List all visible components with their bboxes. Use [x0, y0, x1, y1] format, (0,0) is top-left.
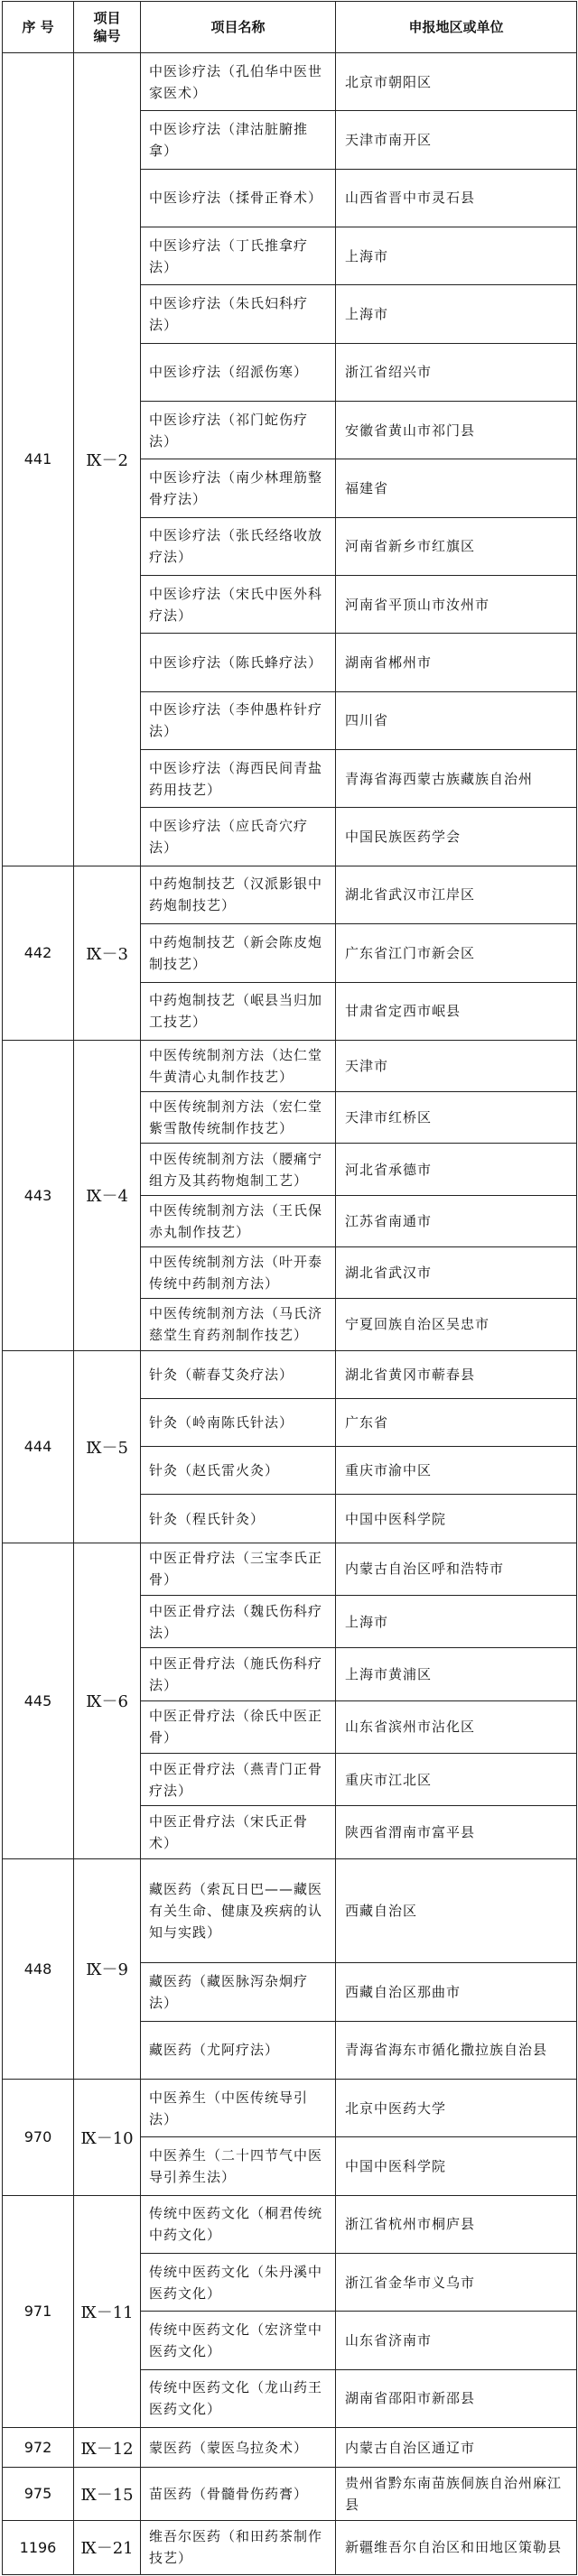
region-cell: 北京中医药大学: [336, 2079, 577, 2136]
project-name-cell: 中医正骨疗法（徐氏中医正骨）: [141, 1700, 336, 1753]
project-name-cell: 中医传统制剂方法（叶开泰传统中药制剂方法）: [141, 1247, 336, 1299]
region-cell: 山西省晋中市灵石县: [336, 169, 577, 227]
region-cell: 浙江省金华市义乌市: [336, 2253, 577, 2311]
region-cell: 天津市: [336, 1040, 577, 1091]
table-row: [3, 2427, 577, 2467]
project-name-cell: 中药炮制技艺（新会陈皮炮制技艺）: [141, 924, 336, 982]
project-name-cell: 维吾尔医药（和田药茶制作技艺）: [141, 2520, 336, 2574]
region-cell: 上海市: [336, 285, 577, 343]
seq-cell: 975: [3, 2468, 74, 2520]
project-name-cell: 中医正骨疗法（宋氏正骨术）: [141, 1806, 336, 1858]
project-name-cell: 中医诊疗法（丁氏推拿疗法）: [141, 227, 336, 285]
project-name-cell: 中医养生（中医传统导引法）: [141, 2079, 336, 2136]
header-code: 项目编号: [74, 2, 141, 53]
code-cell: Ⅸ－5: [74, 1350, 141, 1543]
project-name-cell: 中医诊疗法（津沽脏腑推拿）: [141, 111, 336, 169]
project-name-cell: 中医正骨疗法（三宝李氏正骨）: [141, 1543, 336, 1595]
code-cell: Ⅸ－11: [74, 2195, 141, 2427]
project-name-cell: 针灸（赵氏雷火灸）: [141, 1447, 336, 1495]
project-name-cell: 中医正骨疗法（施氏伤科疗法）: [141, 1648, 336, 1700]
region-cell: 天津市红桥区: [336, 1092, 577, 1144]
region-cell: 新疆维吾尔自治区和田地区策勒县: [336, 2520, 577, 2574]
project-name-cell: 蒙医药（蒙医乌拉灸术）: [141, 2427, 336, 2467]
region-cell: 上海市黄浦区: [336, 1648, 577, 1700]
project-name-cell: 藏医药（索瓦日巴——藏医有关生命、健康及疾病的认知与实践）: [141, 1858, 336, 1963]
project-name-cell: 苗医药（骨髓骨伤药膏）: [141, 2468, 336, 2520]
region-cell: 浙江省绍兴市: [336, 343, 577, 401]
seq-cell: 441: [3, 53, 74, 866]
project-name-cell: 针灸（程氏针灸）: [141, 1495, 336, 1543]
region-cell: 湖南省邵阳市新邵县: [336, 2369, 577, 2427]
seq-cell: 972: [3, 2427, 74, 2467]
project-name-cell: 中医诊疗法（朱氏妇科疗法）: [141, 285, 336, 343]
region-cell: 西藏自治区那曲市: [336, 1963, 577, 2021]
table-row: [3, 2468, 577, 2520]
table-row: [3, 1858, 577, 1963]
table-row: [3, 2520, 577, 2574]
region-cell: 浙江省杭州市桐庐县: [336, 2195, 577, 2253]
code-cell: Ⅸ－4: [74, 1040, 141, 1350]
project-name-cell: 中医传统制剂方法（达仁堂牛黄清心丸制作技艺）: [141, 1040, 336, 1091]
region-cell: 天津市南开区: [336, 111, 577, 169]
header-region: 申报地区或单位: [336, 2, 577, 53]
project-name-cell: 针灸（蕲春艾灸疗法）: [141, 1350, 336, 1398]
project-name-cell: 中医诊疗法（张氏经络收放疗法）: [141, 517, 336, 575]
table-row: [3, 1040, 577, 1091]
project-name-cell: 中医传统制剂方法（宏仁堂紫雪散传统制作技艺）: [141, 1092, 336, 1144]
header-name: 项目名称: [141, 2, 336, 53]
project-name-cell: 传统中医药文化（宏济堂中医药文化）: [141, 2312, 336, 2369]
header-seq: 序 号: [3, 2, 74, 53]
region-cell: 中国民族医药学会: [336, 808, 577, 866]
project-name-cell: 中医诊疗法（南少林理筋整骨疗法）: [141, 459, 336, 517]
project-name-cell: 中医正骨疗法（燕青门正骨疗法）: [141, 1754, 336, 1806]
code-cell: Ⅸ－3: [74, 866, 141, 1040]
project-name-cell: 藏医药（尤阿疗法）: [141, 2021, 336, 2079]
region-cell: 山东省济南市: [336, 2312, 577, 2369]
project-name-cell: 传统中医药文化（桐君传统中药文化）: [141, 2195, 336, 2253]
region-cell: 西藏自治区: [336, 1858, 577, 1963]
region-cell: 河北省承德市: [336, 1144, 577, 1195]
seq-cell: 1196: [3, 2520, 74, 2574]
project-name-cell: 藏医药（藏医脉泻杂炯疗法）: [141, 1963, 336, 2021]
region-cell: 中国中医科学院: [336, 1495, 577, 1543]
region-cell: 安徽省黄山市祁门县: [336, 402, 577, 459]
table-row: [3, 1543, 577, 1595]
region-cell: 湖南省郴州市: [336, 634, 577, 691]
region-cell: 内蒙古自治区呼和浩特市: [336, 1543, 577, 1595]
project-name-cell: 中医诊疗法（宋氏中医外科疗法）: [141, 576, 336, 634]
code-cell: Ⅸ－15: [74, 2468, 141, 2520]
project-name-cell: 中药炮制技艺（岷县当归加工技艺）: [141, 982, 336, 1040]
seq-cell: 971: [3, 2195, 74, 2427]
table-row: [3, 2195, 577, 2253]
region-cell: 河南省平顶山市汝州市: [336, 576, 577, 634]
project-name-cell: 中医正骨疗法（魏氏伤科疗法）: [141, 1596, 336, 1648]
project-name-cell: 中医诊疗法（祁门蛇伤疗法）: [141, 402, 336, 459]
region-cell: 山东省滨州市沾化区: [336, 1700, 577, 1753]
region-cell: 青海省海西蒙古族藏族自治州: [336, 750, 577, 808]
region-cell: 湖北省黄冈市蕲春县: [336, 1350, 577, 1398]
code-cell: Ⅸ－10: [74, 2079, 141, 2195]
region-cell: 宁夏回族自治区吴忠市: [336, 1299, 577, 1350]
code-cell: Ⅸ－9: [74, 1858, 141, 2079]
region-cell: 重庆市江北区: [336, 1754, 577, 1806]
seq-cell: 443: [3, 1040, 74, 1350]
region-cell: 上海市: [336, 227, 577, 285]
table-row: [3, 866, 577, 923]
table-row: [3, 1350, 577, 1398]
region-cell: 广东省: [336, 1398, 577, 1446]
code-cell: Ⅸ－6: [74, 1543, 141, 1858]
region-cell: 河南省新乡市红旗区: [336, 517, 577, 575]
project-name-cell: 中医诊疗法（应氏奇穴疗法）: [141, 808, 336, 866]
region-cell: 湖北省武汉市: [336, 1247, 577, 1299]
heritage-list-table: [2, 1, 577, 2575]
project-name-cell: 中医诊疗法（绍派伤寒）: [141, 343, 336, 401]
region-cell: 福建省: [336, 459, 577, 517]
project-name-cell: 传统中医药文化（朱丹溪中医药文化）: [141, 2253, 336, 2311]
table-row: [3, 53, 577, 111]
seq-cell: 970: [3, 2079, 74, 2195]
region-cell: 甘肃省定西市岷县: [336, 982, 577, 1040]
region-cell: 重庆市渝中区: [336, 1447, 577, 1495]
region-cell: 湖北省武汉市江岸区: [336, 866, 577, 923]
project-name-cell: 中医诊疗法（揉骨正脊术）: [141, 169, 336, 227]
project-name-cell: 中医传统制剂方法（王氏保赤丸制作技艺）: [141, 1195, 336, 1246]
seq-cell: 445: [3, 1543, 74, 1858]
header-row: [3, 2, 577, 53]
code-cell: Ⅸ－2: [74, 53, 141, 866]
region-cell: 上海市: [336, 1596, 577, 1648]
project-name-cell: 中医诊疗法（海西民间青盐药用技艺）: [141, 750, 336, 808]
region-cell: 广东省江门市新会区: [336, 924, 577, 982]
region-cell: 贵州省黔东南苗族侗族自治州麻江县: [336, 2468, 577, 2520]
region-cell: 青海省海东市循化撒拉族自治县: [336, 2021, 577, 2079]
region-cell: 中国中医科学院: [336, 2137, 577, 2195]
table-body: [3, 53, 577, 2575]
project-name-cell: 中医传统制剂方法（马氏济慈堂生育药剂制作技艺）: [141, 1299, 336, 1350]
code-cell: Ⅸ－21: [74, 2520, 141, 2574]
seq-cell: 442: [3, 866, 74, 1040]
project-name-cell: 传统中医药文化（龙山药王医药文化）: [141, 2369, 336, 2427]
project-name-cell: 中医诊疗法（陈氏蜂疗法）: [141, 634, 336, 691]
project-name-cell: 中药炮制技艺（汉派影银中药炮制技艺）: [141, 866, 336, 923]
project-name-cell: 中医养生（二十四节气中医导引养生法）: [141, 2137, 336, 2195]
project-name-cell: 针灸（岭南陈氏针法）: [141, 1398, 336, 1446]
seq-cell: 448: [3, 1858, 74, 2079]
code-cell: Ⅸ－12: [74, 2427, 141, 2467]
project-name-cell: 中医诊疗法（李仲愚杵针疗法）: [141, 691, 336, 749]
seq-cell: 444: [3, 1350, 74, 1543]
project-name-cell: 中医诊疗法（孔伯华中医世家医术）: [141, 53, 336, 111]
region-cell: 江苏省南通市: [336, 1195, 577, 1246]
region-cell: 陕西省渭南市富平县: [336, 1806, 577, 1858]
region-cell: 北京市朝阳区: [336, 53, 577, 111]
project-name-cell: 中医传统制剂方法（腰痛宁组方及其药物炮制工艺）: [141, 1144, 336, 1195]
table-row: [3, 2079, 577, 2136]
region-cell: 内蒙古自治区通辽市: [336, 2427, 577, 2467]
region-cell: 四川省: [336, 691, 577, 749]
